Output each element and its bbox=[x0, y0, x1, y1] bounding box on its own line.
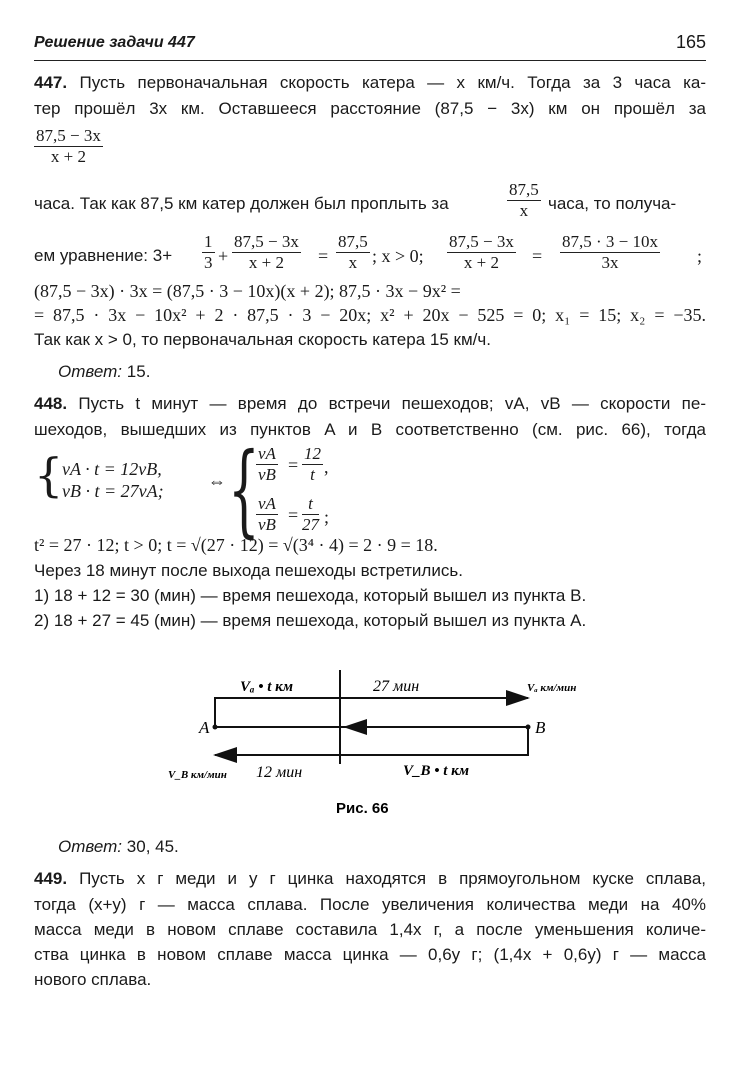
text: 1) 18 + 12 = 30 (мин) — время пешехода, который вышел из пункта B. bbox=[34, 586, 587, 605]
brace-left-system: { bbox=[34, 448, 64, 502]
p449-line-1 bbox=[34, 868, 706, 890]
text: = bbox=[532, 246, 543, 266]
answer-label: Ответ: bbox=[58, 362, 123, 381]
point-a bbox=[213, 725, 218, 730]
arrow-b bbox=[215, 727, 528, 755]
numerator: 87,5 − 3x bbox=[234, 232, 299, 251]
problem-number: 448. bbox=[34, 394, 68, 413]
brace-right-system: { bbox=[228, 431, 260, 548]
text: , bbox=[324, 457, 329, 477]
numerator: 12 bbox=[304, 444, 321, 463]
equation-line: (87,5 − 3x) · 3x = (87,5 · 3 − 10x)(x + 2); 87,5 · 3x − 9x² = bbox=[34, 281, 461, 301]
denominator: vB bbox=[258, 515, 276, 534]
numerator: t bbox=[302, 494, 319, 515]
answer-value: 30, 45. bbox=[126, 837, 179, 856]
problem-number: 449. bbox=[34, 869, 68, 888]
label-vb-t: V_B • t км bbox=[403, 763, 470, 779]
label-b: B bbox=[535, 718, 546, 737]
text: шеходов, вышедших из пунктов A и B соответственно (см. рис. 66), тогда bbox=[34, 420, 706, 439]
problem-number: 447. bbox=[34, 73, 68, 92]
equation: vB · t = 27vA; bbox=[62, 481, 164, 501]
text: = bbox=[318, 246, 329, 266]
denominator: x bbox=[519, 201, 529, 220]
text: ; x > 0; bbox=[372, 246, 424, 266]
denominator: vB bbox=[258, 465, 276, 484]
answer-448 bbox=[58, 836, 730, 858]
numerator: vA bbox=[258, 444, 276, 463]
equation-line: = 87,5 · 3x − 10x² + 2 · 87,5 · 3 − 20x; x² + 20x − 525 = 0; x₁ = 15; x₂ = −35. bbox=[34, 305, 706, 325]
text: Пусть первоначальная скорость катера — x км/ч. Тогда за 3 часа ка- bbox=[79, 73, 706, 92]
point-b bbox=[526, 725, 531, 730]
numerator: 87,5 − 3x bbox=[449, 232, 514, 251]
answer-label: Ответ: bbox=[58, 837, 123, 856]
label-12-min: 12 мин bbox=[256, 764, 303, 781]
numerator: 87,5 − 3x bbox=[36, 126, 101, 145]
equation: vA · t = 12vB, bbox=[62, 459, 162, 479]
denominator: x + 2 bbox=[248, 253, 284, 272]
text: часа, то получа- bbox=[548, 194, 677, 213]
denominator: 3 bbox=[204, 253, 213, 272]
text: нового сплава. bbox=[34, 970, 152, 989]
figure-caption: Рис. 66 bbox=[336, 800, 389, 817]
denominator: x bbox=[348, 253, 358, 272]
text: часа. Так как 87,5 км катер должен был проплыть за bbox=[34, 194, 449, 213]
numerator: 87,5 bbox=[338, 232, 368, 251]
text: масса меди в новом сплаве составила 1,4x г, а после уменьшения количе- bbox=[34, 920, 706, 939]
denominator: t bbox=[310, 465, 315, 484]
text: ем уравнение: 3+ bbox=[34, 246, 173, 265]
text: Пусть x г меди и y г цинка находятся в прямоугольном куске сплава, bbox=[79, 869, 707, 888]
text: ства цинка в новом сплаве масса цинка — 0,6y г; (1,4x + 0,6y) г — масса bbox=[34, 945, 706, 964]
label-27-min: 27 мин bbox=[373, 678, 420, 695]
page-number: 165 bbox=[675, 32, 706, 52]
label-va-t: Vₐ • t км bbox=[240, 679, 294, 695]
running-header: Решение задачи 447 bbox=[34, 34, 195, 51]
equation-line: t² = 27 · 12; t > 0; t = √(27 · 12) = √(3⁴ · 4) = 2 · 9 = 18. bbox=[34, 535, 438, 555]
text: тогда (x+y) г — масса сплава. После увеличения количества меди на 40% bbox=[34, 895, 706, 914]
p447-line-2: тер прошёл 3x км. Оставшееся расстояние (87,5 − 3x) км он прошёл за bbox=[34, 99, 706, 118]
numerator: 87,5 bbox=[509, 180, 539, 199]
denominator: 3x bbox=[601, 253, 619, 272]
answer-value: 15. bbox=[126, 362, 151, 381]
text: ; bbox=[697, 246, 703, 266]
text: = bbox=[288, 505, 299, 525]
numerator: vA bbox=[258, 494, 276, 513]
equivalence-sign: ⇔ bbox=[208, 471, 226, 491]
label-vb-unit: V_B км/мин bbox=[168, 769, 227, 781]
text: 2) 18 + 27 = 45 (мин) — время пешехода, который вышел из пункта A. bbox=[34, 611, 587, 630]
text: + bbox=[218, 246, 229, 266]
text: Через 18 минут после выхода пешеходы встретились. bbox=[34, 561, 463, 580]
arrow-a bbox=[215, 698, 528, 727]
text: Пусть t минут — время до встречи пешеходов; vA, vB — скорости пе- bbox=[78, 394, 706, 413]
label-va-unit: Vₐ км/мин bbox=[527, 682, 577, 694]
denominator: 27 bbox=[302, 515, 319, 534]
text: Так как x > 0, то первоначальная скорость катера 15 км/ч. bbox=[34, 330, 491, 349]
numerator: 1 bbox=[204, 232, 213, 251]
denominator: x + 2 bbox=[50, 147, 86, 166]
label-a: A bbox=[199, 718, 210, 737]
numerator: 87,5 · 3 − 10x bbox=[562, 232, 658, 251]
denominator: x + 2 bbox=[463, 253, 499, 272]
text: ; bbox=[324, 507, 330, 527]
text: = bbox=[288, 455, 299, 475]
